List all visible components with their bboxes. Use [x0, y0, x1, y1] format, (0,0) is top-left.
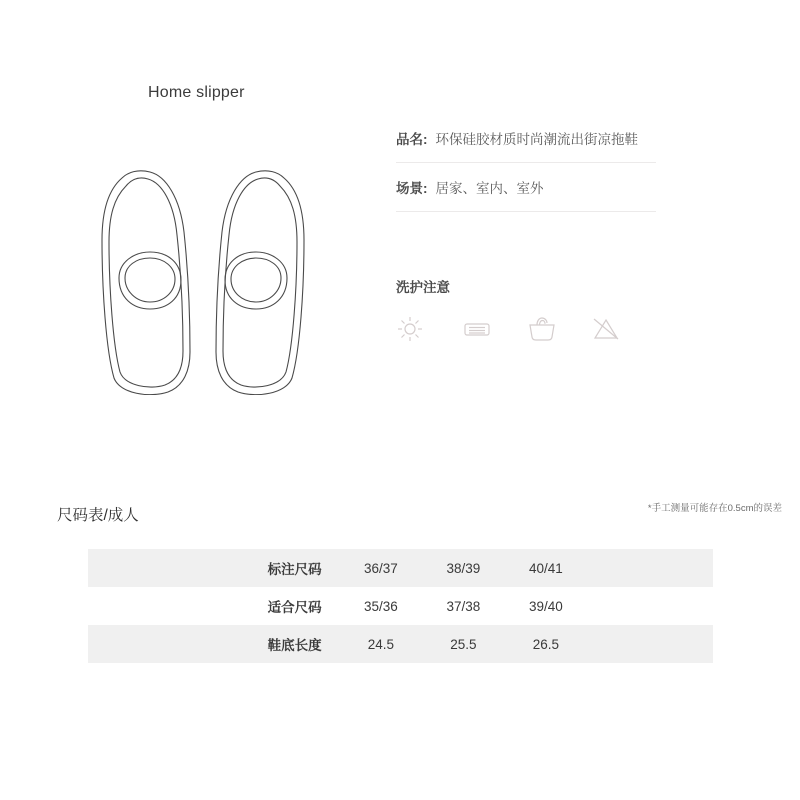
cell-value: 38/39 [446, 560, 481, 576]
size-chart-table [88, 549, 713, 663]
cell-value: 35/36 [363, 598, 398, 614]
table-row [88, 625, 713, 663]
do-not-iron-icon [461, 315, 493, 343]
care-icon-item [461, 315, 526, 343]
slipper-pair-line-drawing [78, 120, 328, 395]
info-row [396, 163, 656, 212]
cell-empty [587, 587, 713, 625]
row-header: 鞋底长度 [267, 638, 322, 653]
cell-value: 39/40 [529, 598, 563, 614]
product-info-block [396, 120, 656, 212]
cell-value: 24.5 [367, 636, 394, 652]
table-row [88, 587, 713, 625]
dry-in-shade-icon [396, 315, 424, 343]
info-row-label: 场景: [396, 181, 428, 196]
cell-value: 36/37 [363, 560, 398, 576]
care-icon-item [591, 315, 656, 343]
info-row-value: 居家、室内、室外 [435, 181, 544, 196]
info-row-label: 品名: [396, 132, 428, 147]
hand-wash-icon [526, 314, 558, 344]
product-title: Home slipper [148, 84, 245, 101]
cell-value: 25.5 [450, 636, 477, 652]
cell-value: 40/41 [529, 560, 563, 576]
row-header: 适合尺码 [267, 600, 322, 615]
measurement-note: *手工测量可能存在0.5cm的误差 [647, 503, 782, 514]
info-row-value: 环保硅胶材质时尚潮流出街凉拖鞋 [435, 132, 638, 147]
care-instructions-title: 洗护注意 [396, 280, 450, 295]
size-chart-title: 尺码表/成人 [57, 507, 139, 524]
cell-value: 37/38 [446, 598, 481, 614]
info-row [396, 120, 656, 163]
care-icon-item [526, 314, 591, 344]
cell-empty [587, 625, 713, 663]
row-header: 标注尺码 [267, 562, 322, 577]
cell-value: 26.5 [532, 636, 560, 652]
care-instructions-icons [396, 306, 656, 352]
care-icon-item [396, 315, 461, 343]
table-row [88, 549, 713, 587]
do-not-bleach-icon [591, 315, 621, 343]
cell-empty [587, 549, 713, 587]
